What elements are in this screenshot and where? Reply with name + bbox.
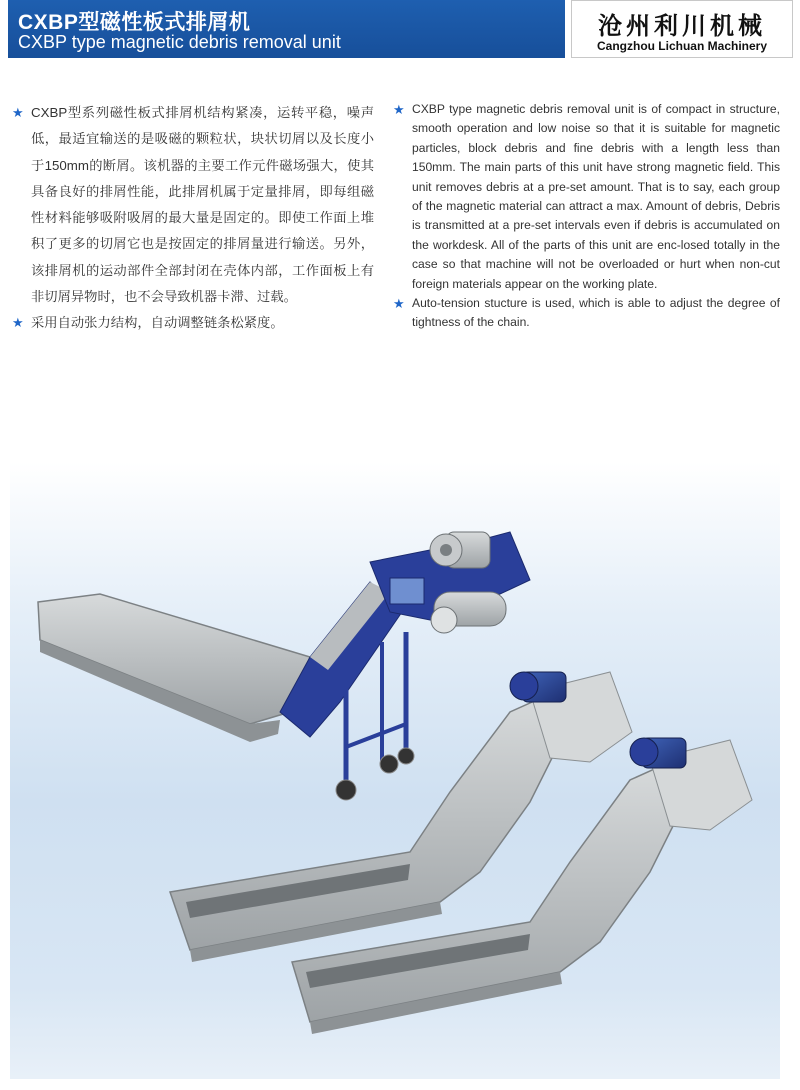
en-text-2: Auto-tension stucture is used, which is able to adjust the degree of tightness of the chain. bbox=[412, 296, 780, 330]
company-name-english: Cangzhou Lichuan Machinery bbox=[596, 39, 767, 53]
en-text-1: CXBP type magnetic debris removal unit is of compact in structure, smooth operation and low noise so that it is suitable for magnetic particles, block debris and fine debris with a length less than 150mm. The main parts of this unit have strong magnetic field. This unit removes debris at a pre-set amount. That is to say, each group of the magnetic material can attract a max. Amount of debris, Debris is transmitted at a pre-set intervals even if debris is accumulated on the workdesk. All of the parts of this unit are enc-losed totally in the case so that machine will not be overloaded or hurt when non-cut foreign materials appear on the working plate. bbox=[412, 102, 780, 291]
star-bullet-icon: ★ bbox=[12, 105, 24, 120]
chinese-description bbox=[12, 100, 374, 337]
star-bullet-icon: ★ bbox=[12, 315, 24, 331]
title-english: CXBP type magnetic debris removal unit bbox=[18, 32, 341, 52]
motor-icon bbox=[430, 532, 490, 568]
title-banner bbox=[8, 0, 565, 58]
cn-paragraph-2 bbox=[12, 310, 374, 336]
english-description bbox=[393, 100, 780, 333]
cn-paragraph-1 bbox=[12, 100, 374, 310]
en-paragraph-2 bbox=[393, 294, 780, 333]
motor-icon bbox=[630, 738, 686, 768]
en-paragraph-1 bbox=[393, 100, 780, 294]
cn-text-1: CXBP型系列磁性板式排屑机结构紧凑，运转平稳，噪声低，最适宜输送的是吸磁的颗粒状，块状切屑以及长度小于150mm的断屑。该机器的主要工作元件磁场强大，使其具备良好的排屑性能，此排屑机属于定量排屑，即每组磁性材料能够吸附吸屑的最大量是固定的。即使工作面上堆积了更多的切屑它也是按固定的排屑量进行输送。另外，该排屑机的运动部件全部封闭在壳体内部，工作面板上有非切屑异物时，也不会导致机器卡滞、过载。 bbox=[31, 105, 374, 305]
company-name-chinese: 沧州利川机械 bbox=[598, 11, 766, 40]
title-chinese: CXBP型磁性板式排屑机 bbox=[18, 11, 251, 34]
cn-text-2: 采用自动张力结构，自动调整链条松紧度。 bbox=[31, 315, 284, 331]
star-bullet-icon: ★ bbox=[393, 296, 405, 312]
company-box bbox=[571, 0, 793, 58]
star-bullet-icon: ★ bbox=[393, 102, 405, 117]
blue-conveyor bbox=[38, 532, 530, 800]
motor-icon bbox=[510, 672, 566, 702]
product-photo bbox=[10, 462, 780, 1079]
header bbox=[8, 0, 793, 58]
